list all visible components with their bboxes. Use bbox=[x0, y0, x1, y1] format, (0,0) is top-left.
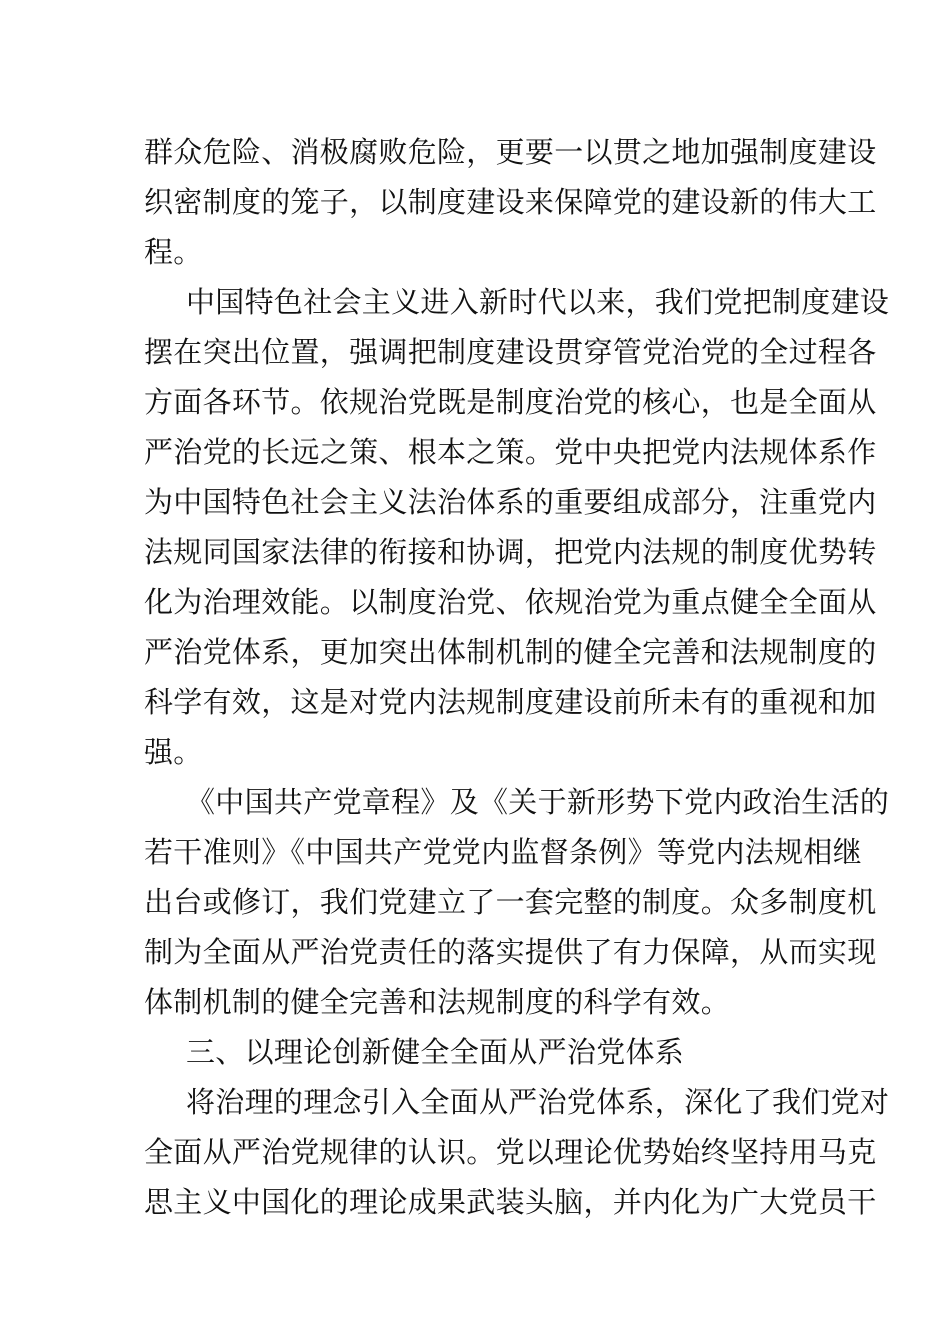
text-line-11: 严治党体系，更加突出体制机制的健全完善和法规制度的 bbox=[144, 635, 877, 669]
section-heading: 三、以理论创新健全全面从严治党体系 bbox=[186, 1035, 685, 1069]
text-line-8: 为中国特色社会主义法治体系的重要组成部分，注重党内 bbox=[144, 485, 877, 519]
text-line-17: 制为全面从严治党责任的落实提供了有力保障，从而实现 bbox=[144, 935, 877, 969]
text-line-6: 方面各环节。依规治党既是制度治党的核心，也是全面从 bbox=[144, 385, 877, 419]
text-line-10: 化为治理效能。以制度治党、依规治党为重点健全全面从 bbox=[144, 585, 877, 619]
text-line-3: 程。 bbox=[144, 235, 203, 269]
text-line-12: 科学有效，这是对党内法规制度建设前所未有的重视和加 bbox=[144, 685, 877, 719]
text-line-9: 法规同国家法律的衔接和协调，把党内法规的制度优势转 bbox=[144, 535, 877, 569]
text-line-1: 群众危险、消极腐败危险，更要一以贯之地加强制度建设 bbox=[144, 135, 877, 169]
text-line-14: 《中国共产党章程》及《关于新形势下党内政治生活的 bbox=[186, 785, 890, 819]
text-line-22: 思主义中国化的理论成果武装头脑，并内化为广大党员干 bbox=[144, 1185, 877, 1219]
text-line-15: 若干准则》《中国共产党党内监督条例》等党内法规相继 bbox=[144, 835, 863, 869]
text-line-18: 体制机制的健全完善和法规制度的科学有效。 bbox=[144, 985, 731, 1019]
text-line-16: 出台或修订，我们党建立了一套完整的制度。众多制度机 bbox=[144, 885, 877, 919]
text-line-2: 织密制度的笼子，以制度建设来保障党的建设新的伟大工 bbox=[144, 185, 877, 219]
text-line-4: 中国特色社会主义进入新时代以来，我们党把制度建设 bbox=[186, 285, 890, 319]
text-line-20: 将治理的理念引入全面从严治党体系，深化了我们党对 bbox=[186, 1085, 890, 1119]
text-line-21: 全面从严治党规律的认识。党以理论优势始终坚持用马克 bbox=[144, 1135, 877, 1169]
text-line-13: 强。 bbox=[144, 735, 203, 769]
text-line-5: 摆在突出位置，强调把制度建设贯穿管党治党的全过程各 bbox=[144, 335, 877, 369]
text-line-7: 严治党的长远之策、根本之策。党中央把党内法规体系作 bbox=[144, 435, 877, 469]
